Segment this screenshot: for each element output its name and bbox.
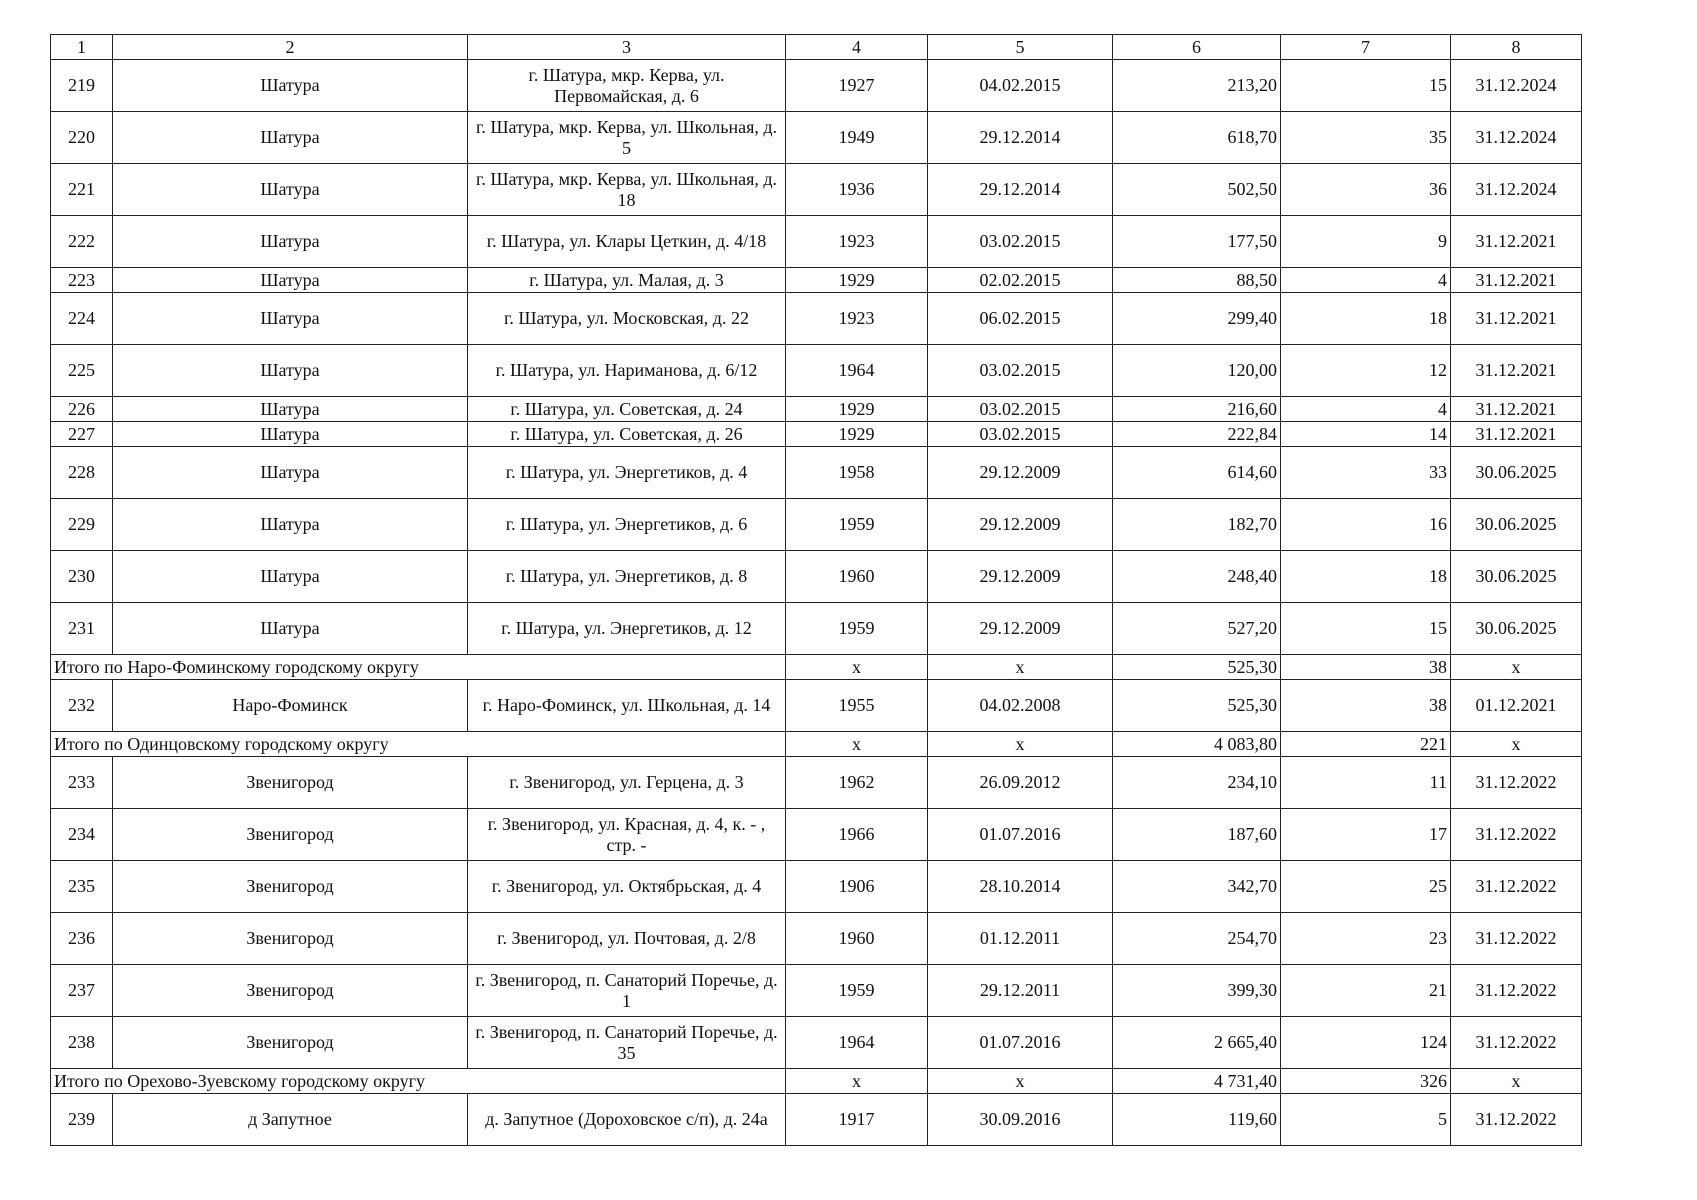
area-cell: 4 731,40 [1113,1069,1281,1094]
row-number: 229 [51,499,113,551]
year-cell: 1906 [786,861,928,913]
date-cell: 06.02.2015 [928,293,1113,345]
residents-cell: 35 [1281,112,1451,164]
address-cell: д. Запутное (Дороховское с/п), д. 24а [468,1094,786,1146]
locality-cell: Звенигород [113,757,468,809]
row-number: 223 [51,268,113,293]
locality-cell: д Запутное [113,1094,468,1146]
row-number: 234 [51,809,113,861]
year-cell: 1929 [786,422,928,447]
residents-cell: 124 [1281,1017,1451,1069]
date-cell: 01.07.2016 [928,809,1113,861]
year-cell: x [786,655,928,680]
table-row [51,397,1582,422]
date-cell: 29.12.2009 [928,551,1113,603]
date-cell: 26.09.2012 [928,757,1113,809]
table-row [51,499,1582,551]
date-cell: 03.02.2015 [928,397,1113,422]
area-cell: 248,40 [1113,551,1281,603]
area-cell: 213,20 [1113,60,1281,112]
deadline-cell: 31.12.2022 [1451,757,1582,809]
residents-cell: 33 [1281,447,1451,499]
deadline-cell: 31.12.2022 [1451,1094,1582,1146]
address-cell: г. Шатура, ул. Нариманова, д. 6/12 [468,345,786,397]
residents-cell: 21 [1281,965,1451,1017]
row-number: 236 [51,913,113,965]
address-cell: г. Звенигород, п. Санаторий Поречье, д. 35 [468,1017,786,1069]
locality-cell: Шатура [113,112,468,164]
deadline-cell: 31.12.2022 [1451,913,1582,965]
row-number: 231 [51,603,113,655]
row-number: 219 [51,60,113,112]
date-cell: 03.02.2015 [928,345,1113,397]
date-cell: 29.12.2014 [928,112,1113,164]
locality-cell: Шатура [113,268,468,293]
table-row [51,112,1582,164]
date-cell: 03.02.2015 [928,422,1113,447]
locality-cell: Звенигород [113,809,468,861]
locality-cell: Шатура [113,345,468,397]
table-row [51,809,1582,861]
table-row [51,680,1582,732]
table-row [51,216,1582,268]
locality-cell: Шатура [113,397,468,422]
table-row [51,551,1582,603]
table-row [51,913,1582,965]
area-cell: 88,50 [1113,268,1281,293]
area-cell: 525,30 [1113,655,1281,680]
locality-cell: Шатура [113,447,468,499]
date-cell: 02.02.2015 [928,268,1113,293]
year-cell: 1959 [786,499,928,551]
deadline-cell: 31.12.2021 [1451,422,1582,447]
year-cell: 1929 [786,268,928,293]
date-cell: 28.10.2014 [928,861,1113,913]
date-cell: 01.12.2011 [928,913,1113,965]
date-cell: 04.02.2008 [928,680,1113,732]
deadline-cell: 31.12.2021 [1451,216,1582,268]
residents-cell: 15 [1281,60,1451,112]
subtotal-label: Итого по Орехово-Зуевскому городскому округу [51,1069,786,1094]
col-header-3: 3 [468,35,786,60]
col-header-7: 7 [1281,35,1451,60]
col-header-1: 1 [51,35,113,60]
table-row [51,60,1582,112]
deadline-cell: 31.12.2024 [1451,164,1582,216]
residents-cell: 18 [1281,551,1451,603]
subtotal-label: Итого по Наро-Фоминскому городскому округу [51,655,786,680]
date-cell: 03.02.2015 [928,216,1113,268]
subtotal-label: Итого по Одинцовскому городскому округу [51,732,786,757]
address-cell: г. Шатура, ул. Энергетиков, д. 6 [468,499,786,551]
row-number: 239 [51,1094,113,1146]
address-cell: г. Наро-Фоминск, ул. Школьная, д. 14 [468,680,786,732]
table-row [51,164,1582,216]
row-number: 222 [51,216,113,268]
table-body [51,35,1582,1146]
residents-cell: 36 [1281,164,1451,216]
row-number: 232 [51,680,113,732]
area-cell: 502,50 [1113,164,1281,216]
deadline-cell: 31.12.2021 [1451,268,1582,293]
deadline-cell: 31.12.2024 [1451,60,1582,112]
locality-cell: Шатура [113,216,468,268]
residents-cell: 9 [1281,216,1451,268]
row-number: 227 [51,422,113,447]
address-cell: г. Шатура, ул. Московская, д. 22 [468,293,786,345]
year-cell: 1964 [786,345,928,397]
table-row [51,293,1582,345]
residents-cell: 16 [1281,499,1451,551]
locality-cell: Шатура [113,293,468,345]
date-cell: 04.02.2015 [928,60,1113,112]
address-cell: г. Шатура, ул. Энергетиков, д. 8 [468,551,786,603]
residents-cell: 17 [1281,809,1451,861]
table-row [51,861,1582,913]
date-cell: 29.12.2009 [928,447,1113,499]
year-cell: 1958 [786,447,928,499]
residents-cell: 221 [1281,732,1451,757]
table-row [51,1017,1582,1069]
residents-cell: 15 [1281,603,1451,655]
deadline-cell: 31.12.2022 [1451,861,1582,913]
area-cell: 254,70 [1113,913,1281,965]
row-number: 220 [51,112,113,164]
col-header-8: 8 [1451,35,1582,60]
address-cell: г. Звенигород, ул. Почтовая, д. 2/8 [468,913,786,965]
area-cell: 299,40 [1113,293,1281,345]
residents-cell: 326 [1281,1069,1451,1094]
date-cell: 01.07.2016 [928,1017,1113,1069]
table-row [51,1094,1582,1146]
year-cell: 1927 [786,60,928,112]
row-number: 224 [51,293,113,345]
area-cell: 399,30 [1113,965,1281,1017]
address-cell: г. Шатура, мкр. Керва, ул. Школьная, д. 18 [468,164,786,216]
date-cell: x [928,1069,1113,1094]
residents-cell: 4 [1281,268,1451,293]
locality-cell: Звенигород [113,1017,468,1069]
area-cell: 182,70 [1113,499,1281,551]
date-cell: 30.09.2016 [928,1094,1113,1146]
row-number: 233 [51,757,113,809]
col-header-2: 2 [113,35,468,60]
deadline-cell: 31.12.2022 [1451,1017,1582,1069]
residents-cell: 4 [1281,397,1451,422]
deadline-cell: 01.12.2021 [1451,680,1582,732]
year-cell: x [786,1069,928,1094]
address-cell: г. Звенигород, п. Санаторий Поречье, д. 1 [468,965,786,1017]
deadline-cell: 30.06.2025 [1451,499,1582,551]
area-cell: 614,60 [1113,447,1281,499]
year-cell: 1966 [786,809,928,861]
deadline-cell: x [1451,732,1582,757]
date-cell: 29.12.2009 [928,603,1113,655]
area-cell: 4 083,80 [1113,732,1281,757]
area-cell: 177,50 [1113,216,1281,268]
year-cell: 1960 [786,913,928,965]
address-cell: г. Шатура, ул. Энергетиков, д. 12 [468,603,786,655]
row-number: 238 [51,1017,113,1069]
locality-cell: Звенигород [113,913,468,965]
year-cell: 1936 [786,164,928,216]
date-cell: x [928,655,1113,680]
row-number: 226 [51,397,113,422]
area-cell: 187,60 [1113,809,1281,861]
address-cell: г. Звенигород, ул. Красная, д. 4, к. - , стр. - [468,809,786,861]
address-cell: г. Звенигород, ул. Октябрьская, д. 4 [468,861,786,913]
area-cell: 2 665,40 [1113,1017,1281,1069]
deadline-cell: 31.12.2022 [1451,965,1582,1017]
table-row [51,447,1582,499]
year-cell: 1962 [786,757,928,809]
col-header-6: 6 [1113,35,1281,60]
area-cell: 525,30 [1113,680,1281,732]
row-number: 221 [51,164,113,216]
date-cell: 29.12.2009 [928,499,1113,551]
address-cell: г. Шатура, ул. Малая, д. 3 [468,268,786,293]
address-cell: г. Шатура, мкр. Керва, ул. Первомайская, д. 6 [468,60,786,112]
locality-cell: Шатура [113,60,468,112]
locality-cell: Наро-Фоминск [113,680,468,732]
locality-cell: Звенигород [113,861,468,913]
column-number-header-row [51,35,1582,60]
table-row [51,268,1582,293]
deadline-cell: 31.12.2021 [1451,293,1582,345]
area-cell: 120,00 [1113,345,1281,397]
residents-cell: 23 [1281,913,1451,965]
area-cell: 618,70 [1113,112,1281,164]
year-cell: 1923 [786,216,928,268]
residents-cell: 12 [1281,345,1451,397]
area-cell: 222,84 [1113,422,1281,447]
address-cell: г. Шатура, ул. Советская, д. 24 [468,397,786,422]
table-row [51,422,1582,447]
locality-cell: Шатура [113,422,468,447]
residents-cell: 18 [1281,293,1451,345]
year-cell: 1959 [786,603,928,655]
subtotal-row [51,732,1582,757]
deadline-cell: x [1451,655,1582,680]
area-cell: 342,70 [1113,861,1281,913]
row-number: 225 [51,345,113,397]
table-row [51,345,1582,397]
residents-cell: 38 [1281,655,1451,680]
date-cell: x [928,732,1113,757]
table-row [51,757,1582,809]
subtotal-row [51,655,1582,680]
residents-cell: 11 [1281,757,1451,809]
row-number: 228 [51,447,113,499]
year-cell: 1964 [786,1017,928,1069]
date-cell: 29.12.2011 [928,965,1113,1017]
year-cell: 1960 [786,551,928,603]
table-row [51,965,1582,1017]
address-cell: г. Шатура, ул. Советская, д. 26 [468,422,786,447]
address-cell: г. Шатура, мкр. Керва, ул. Школьная, д. 5 [468,112,786,164]
address-cell: г. Шатура, ул. Энергетиков, д. 4 [468,447,786,499]
area-cell: 234,10 [1113,757,1281,809]
residents-cell: 14 [1281,422,1451,447]
year-cell: 1959 [786,965,928,1017]
subtotal-row [51,1069,1582,1094]
locality-cell: Звенигород [113,965,468,1017]
residents-cell: 5 [1281,1094,1451,1146]
locality-cell: Шатура [113,603,468,655]
deadline-cell: 30.06.2025 [1451,603,1582,655]
col-header-4: 4 [786,35,928,60]
row-number: 235 [51,861,113,913]
locality-cell: Шатура [113,499,468,551]
year-cell: x [786,732,928,757]
housing-table [50,34,1582,1146]
deadline-cell: 31.12.2021 [1451,345,1582,397]
address-cell: г. Звенигород, ул. Герцена, д. 3 [468,757,786,809]
area-cell: 527,20 [1113,603,1281,655]
area-cell: 216,60 [1113,397,1281,422]
locality-cell: Шатура [113,551,468,603]
year-cell: 1917 [786,1094,928,1146]
row-number: 237 [51,965,113,1017]
address-cell: г. Шатура, ул. Клары Цеткин, д. 4/18 [468,216,786,268]
residents-cell: 25 [1281,861,1451,913]
year-cell: 1955 [786,680,928,732]
deadline-cell: 31.12.2024 [1451,112,1582,164]
col-header-5: 5 [928,35,1113,60]
deadline-cell: x [1451,1069,1582,1094]
date-cell: 29.12.2014 [928,164,1113,216]
deadline-cell: 31.12.2021 [1451,397,1582,422]
residents-cell: 38 [1281,680,1451,732]
deadline-cell: 31.12.2022 [1451,809,1582,861]
table-row [51,603,1582,655]
year-cell: 1949 [786,112,928,164]
locality-cell: Шатура [113,164,468,216]
deadline-cell: 30.06.2025 [1451,447,1582,499]
deadline-cell: 30.06.2025 [1451,551,1582,603]
area-cell: 119,60 [1113,1094,1281,1146]
year-cell: 1923 [786,293,928,345]
year-cell: 1929 [786,397,928,422]
row-number: 230 [51,551,113,603]
